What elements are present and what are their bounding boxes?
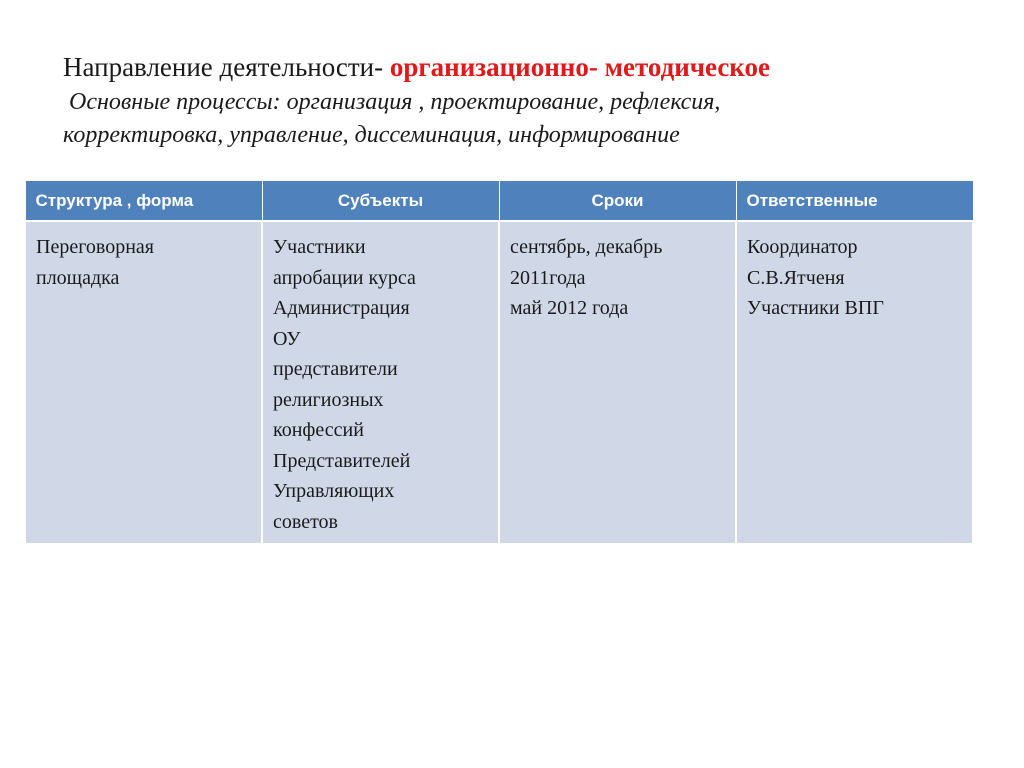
table-row [25,221,973,544]
cell-line: Координатор [747,236,858,258]
cell-line: Представителей [273,449,411,472]
direction-prefix: Направление деятельности- [63,52,390,82]
cell-line: сентябрь, декабрь [510,236,663,258]
cell-line: ОУ [273,327,301,350]
cell-line: Участники ВПГ [747,297,884,319]
cell-line: 2011года [510,266,586,289]
column-header-subjects: Субъекты [262,181,499,222]
column-header-responsible: Ответственные [736,181,973,222]
table-header-row [25,181,973,222]
cell-line: Переговорная [36,236,154,258]
cell-line: апробации курса [273,266,416,289]
processes-line-2: корректировка, управление, диссеминация, информирование [63,122,680,148]
cell-line: Администрация [273,297,410,319]
cell-line: конфессий [273,419,364,441]
cell-line: советов [273,510,338,533]
cell-subjects [262,221,499,544]
column-header-dates: Сроки [499,181,736,222]
processes-line-1: Основные процессы: организация , проектирование, рефлексия, [69,89,721,115]
direction-title [63,48,983,86]
activity-table [24,180,972,545]
cell-line: представители [273,358,398,380]
direction-accent: организационно- методическое [389,52,770,82]
cell-structure [25,221,262,544]
cell-dates [499,221,736,544]
column-header-structure: Структура , форма [25,181,262,222]
cell-line: май 2012 года [510,297,629,319]
slide-heading [63,48,983,152]
cell-line: С.В.Ятченя [747,266,845,289]
activity-table-grid [24,180,974,545]
cell-line: площадка [36,266,120,289]
cell-line: Участники [273,236,366,258]
cell-line: Управляющих [273,480,395,502]
cell-line: религиозных [273,388,384,411]
cell-responsible [736,221,973,544]
